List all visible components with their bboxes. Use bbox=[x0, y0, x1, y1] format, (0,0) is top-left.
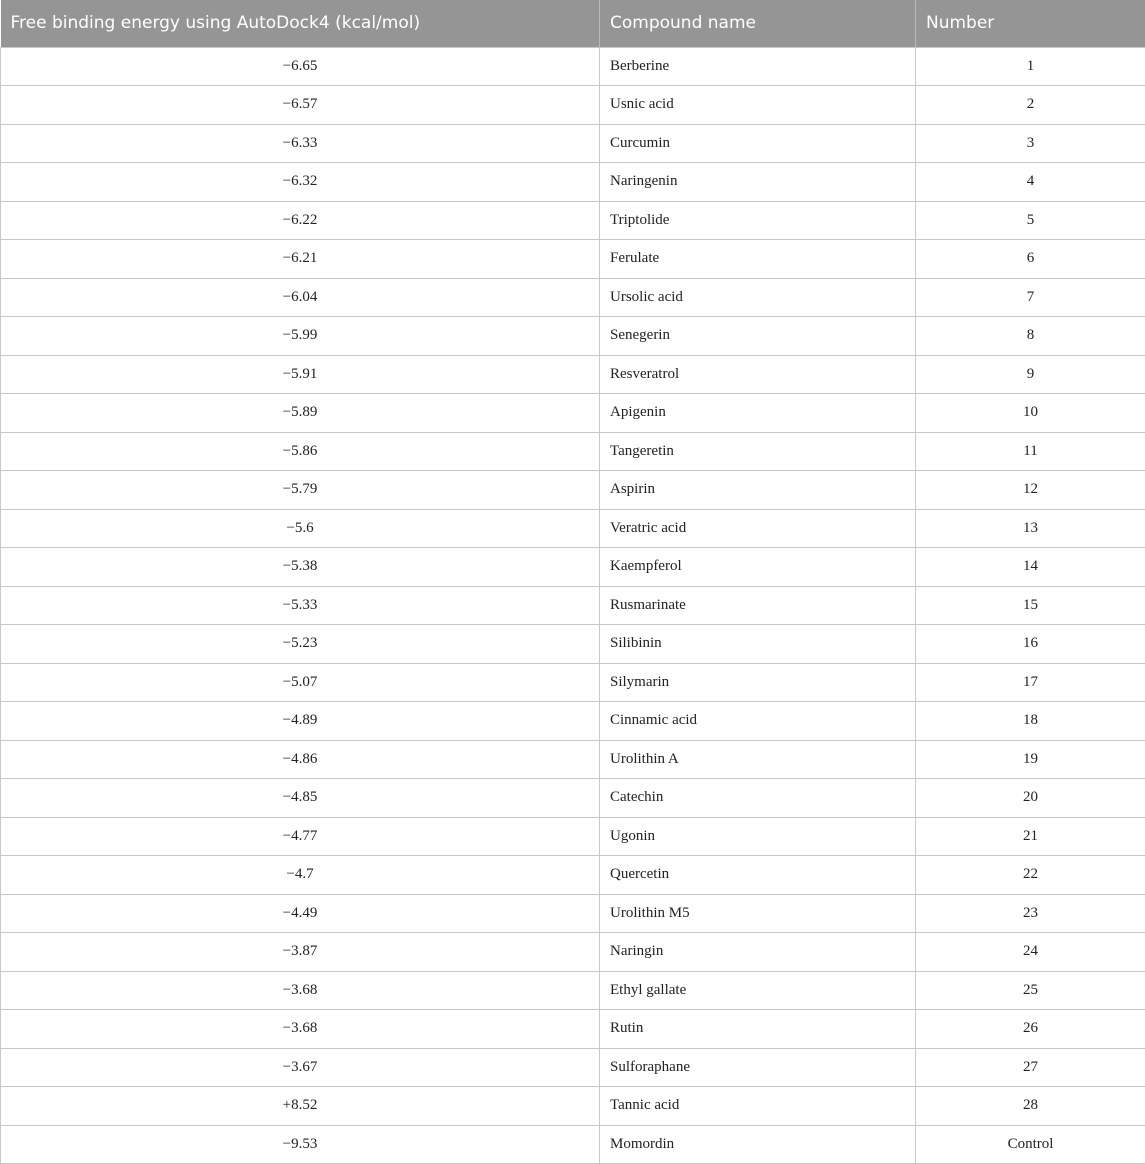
table-header-row bbox=[1, 0, 1145, 47]
compound-name-cell: Tannic acid bbox=[600, 1087, 916, 1126]
table-row bbox=[1, 586, 1145, 625]
compound-name-cell: Sulforaphane bbox=[600, 1048, 916, 1087]
header-compound-name: Compound name bbox=[600, 0, 916, 47]
energy-cell: −6.57 bbox=[1, 86, 600, 125]
number-cell: 28 bbox=[916, 1087, 1145, 1126]
number-cell: 4 bbox=[916, 163, 1145, 202]
energy-cell: +8.52 bbox=[1, 1087, 600, 1126]
table-row bbox=[1, 278, 1145, 317]
table-row bbox=[1, 432, 1145, 471]
compound-name-cell: Ursolic acid bbox=[600, 278, 916, 317]
table-row bbox=[1, 394, 1145, 433]
energy-cell: −5.86 bbox=[1, 432, 600, 471]
number-cell: 24 bbox=[916, 933, 1145, 972]
energy-cell: −6.21 bbox=[1, 240, 600, 279]
number-cell: 17 bbox=[916, 663, 1145, 702]
compound-name-cell: Tangeretin bbox=[600, 432, 916, 471]
compound-name-cell: Urolithin A bbox=[600, 740, 916, 779]
table-row bbox=[1, 817, 1145, 856]
compound-name-cell: Naringin bbox=[600, 933, 916, 972]
table-row bbox=[1, 625, 1145, 664]
table-row bbox=[1, 933, 1145, 972]
number-cell: 11 bbox=[916, 432, 1145, 471]
energy-cell: −5.99 bbox=[1, 317, 600, 356]
energy-cell: −6.04 bbox=[1, 278, 600, 317]
number-cell: 9 bbox=[916, 355, 1145, 394]
compound-name-cell: Curcumin bbox=[600, 124, 916, 163]
energy-cell: −3.68 bbox=[1, 1010, 600, 1049]
energy-cell: −3.87 bbox=[1, 933, 600, 972]
number-cell: 7 bbox=[916, 278, 1145, 317]
table-row bbox=[1, 163, 1145, 202]
compound-name-cell: Rutin bbox=[600, 1010, 916, 1049]
compound-name-cell: Senegerin bbox=[600, 317, 916, 356]
energy-cell: −5.91 bbox=[1, 355, 600, 394]
number-cell: 3 bbox=[916, 124, 1145, 163]
energy-cell: −6.22 bbox=[1, 201, 600, 240]
header-energy: Free binding energy using AutoDock4 (kcal/mol) bbox=[1, 0, 600, 47]
table-row bbox=[1, 355, 1145, 394]
table-row bbox=[1, 47, 1145, 86]
table-row bbox=[1, 740, 1145, 779]
energy-cell: −4.89 bbox=[1, 702, 600, 741]
compound-name-cell: Ferulate bbox=[600, 240, 916, 279]
table-row bbox=[1, 971, 1145, 1010]
compound-name-cell: Berberine bbox=[600, 47, 916, 86]
energy-cell: −4.7 bbox=[1, 856, 600, 895]
number-cell: 18 bbox=[916, 702, 1145, 741]
table-row bbox=[1, 702, 1145, 741]
table-row bbox=[1, 856, 1145, 895]
table-row bbox=[1, 1048, 1145, 1087]
energy-cell: −5.79 bbox=[1, 471, 600, 510]
energy-cell: −3.68 bbox=[1, 971, 600, 1010]
number-cell: 27 bbox=[916, 1048, 1145, 1087]
compound-name-cell: Veratric acid bbox=[600, 509, 916, 548]
energy-cell: −4.77 bbox=[1, 817, 600, 856]
energy-cell: −5.07 bbox=[1, 663, 600, 702]
energy-cell: −4.85 bbox=[1, 779, 600, 818]
table-row bbox=[1, 779, 1145, 818]
energy-cell: −5.33 bbox=[1, 586, 600, 625]
energy-cell: −4.49 bbox=[1, 894, 600, 933]
energy-cell: −5.89 bbox=[1, 394, 600, 433]
compound-name-cell: Catechin bbox=[600, 779, 916, 818]
number-cell: 2 bbox=[916, 86, 1145, 125]
table-row bbox=[1, 124, 1145, 163]
number-cell: 16 bbox=[916, 625, 1145, 664]
number-cell: Control bbox=[916, 1125, 1145, 1164]
compound-name-cell: Rusmarinate bbox=[600, 586, 916, 625]
energy-cell: −5.23 bbox=[1, 625, 600, 664]
number-cell: 10 bbox=[916, 394, 1145, 433]
table-row bbox=[1, 548, 1145, 587]
number-cell: 20 bbox=[916, 779, 1145, 818]
compound-name-cell: Aspirin bbox=[600, 471, 916, 510]
compound-name-cell: Apigenin bbox=[600, 394, 916, 433]
energy-cell: −6.32 bbox=[1, 163, 600, 202]
number-cell: 8 bbox=[916, 317, 1145, 356]
table-row bbox=[1, 240, 1145, 279]
number-cell: 13 bbox=[916, 509, 1145, 548]
number-cell: 23 bbox=[916, 894, 1145, 933]
compound-name-cell: Triptolide bbox=[600, 201, 916, 240]
compound-name-cell: Kaempferol bbox=[600, 548, 916, 587]
energy-cell: −9.53 bbox=[1, 1125, 600, 1164]
number-cell: 26 bbox=[916, 1010, 1145, 1049]
table-row bbox=[1, 86, 1145, 125]
number-cell: 1 bbox=[916, 47, 1145, 86]
number-cell: 15 bbox=[916, 586, 1145, 625]
compound-name-cell: Usnic acid bbox=[600, 86, 916, 125]
number-cell: 25 bbox=[916, 971, 1145, 1010]
energy-cell: −6.33 bbox=[1, 124, 600, 163]
compound-name-cell: Ugonin bbox=[600, 817, 916, 856]
table-row bbox=[1, 509, 1145, 548]
table-row bbox=[1, 1010, 1145, 1049]
table-row bbox=[1, 663, 1145, 702]
number-cell: 14 bbox=[916, 548, 1145, 587]
compound-name-cell: Ethyl gallate bbox=[600, 971, 916, 1010]
compound-name-cell: Naringenin bbox=[600, 163, 916, 202]
compound-name-cell: Urolithin M5 bbox=[600, 894, 916, 933]
table-row bbox=[1, 1125, 1145, 1164]
number-cell: 5 bbox=[916, 201, 1145, 240]
table-row bbox=[1, 894, 1145, 933]
table-row bbox=[1, 471, 1145, 510]
compound-name-cell: Silymarin bbox=[600, 663, 916, 702]
number-cell: 19 bbox=[916, 740, 1145, 779]
energy-cell: −4.86 bbox=[1, 740, 600, 779]
table-row bbox=[1, 317, 1145, 356]
energy-cell: −5.38 bbox=[1, 548, 600, 587]
number-cell: 21 bbox=[916, 817, 1145, 856]
compound-name-cell: Silibinin bbox=[600, 625, 916, 664]
compound-name-cell: Cinnamic acid bbox=[600, 702, 916, 741]
number-cell: 6 bbox=[916, 240, 1145, 279]
number-cell: 12 bbox=[916, 471, 1145, 510]
header-number: Number bbox=[926, 13, 995, 34]
table-body bbox=[1, 47, 1145, 1164]
compound-name-cell: Quercetin bbox=[600, 856, 916, 895]
energy-cell: −5.6 bbox=[1, 509, 600, 548]
table-row bbox=[1, 1087, 1145, 1126]
compound-name-cell: Resveratrol bbox=[600, 355, 916, 394]
table-row bbox=[1, 201, 1145, 240]
compound-name-cell: Momordin bbox=[600, 1125, 916, 1164]
energy-cell: −6.65 bbox=[1, 47, 600, 86]
energy-cell: −3.67 bbox=[1, 1048, 600, 1087]
number-cell: 22 bbox=[916, 856, 1145, 895]
